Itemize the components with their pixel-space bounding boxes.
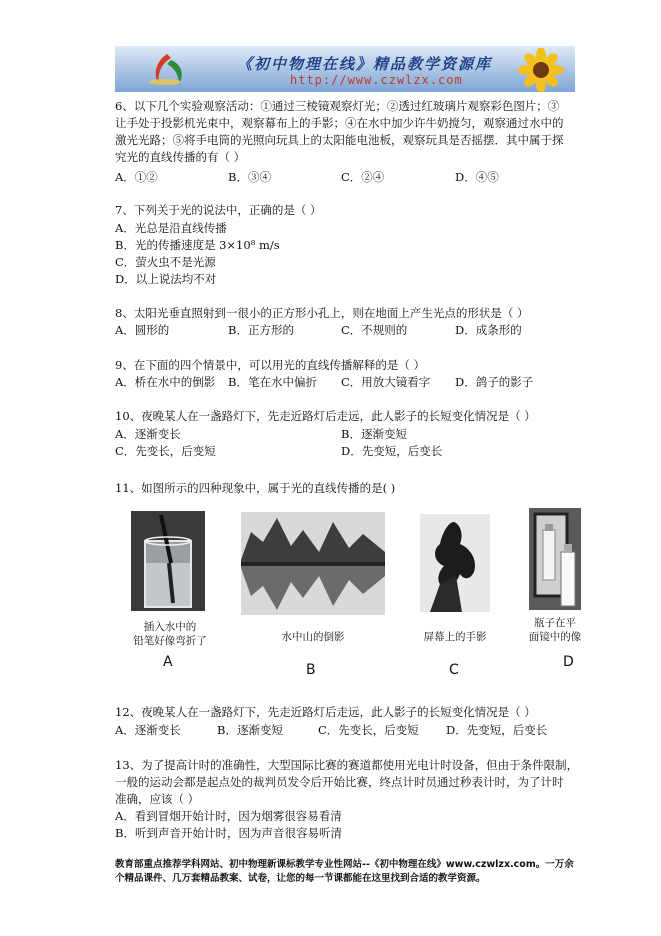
image-b-letter: B bbox=[306, 662, 316, 678]
q11-stem: 11、如图所示的四种现象中，属于光的直线传播的是( ) bbox=[115, 481, 396, 495]
q9-stem: 9、在下面的四个情景中，可以用光的直线传播解释的是（ ） bbox=[115, 358, 425, 372]
q6-option-c: C．②④ bbox=[341, 170, 385, 184]
q13-option-b: B．听到声音开始计时，因为声音很容易听清 bbox=[115, 826, 342, 840]
q13-option-a: A．看到冒烟开始计时，因为烟雾很容易看清 bbox=[115, 809, 342, 823]
q6-option-d: D．④⑤ bbox=[455, 170, 499, 184]
hand-shadow-image bbox=[420, 514, 490, 612]
footer-line-1: 教育部重点推荐学科网站、初中物理新课标教学专业性网站--《初中物理在线》www.czwlzx.com。一万余 bbox=[115, 859, 574, 870]
image-b-caption-1: 水中山的倒影 bbox=[281, 631, 345, 643]
q6-line-3: 激光光路；⑤将手电筒的光照向玩具上的太阳能电池板，观察玩具是否摇摆．其中属于探 bbox=[115, 133, 564, 147]
q6-line-4: 究光的直线传播的有（ ） bbox=[115, 150, 246, 164]
q13-line-3: 准确，应该（ ） bbox=[115, 792, 200, 806]
q7-stem: 7、下列关于光的说法中，正确的是（ ） bbox=[115, 203, 322, 217]
q10-option-c: C．先变长，后变短 bbox=[115, 444, 216, 458]
q6-line-2: 让手处于投影机光束中，观察幕布上的手影；④在水中加少许牛奶搅匀，观察通过水中的 bbox=[115, 116, 564, 130]
q12-option-c: C．先变长，后变短 bbox=[318, 723, 419, 737]
q9-option-b: B．笔在水中偏折 bbox=[228, 375, 317, 389]
q9-option-d: D．鸽子的影子 bbox=[455, 375, 534, 389]
q8-stem: 8、太阳光垂直照射到一很小的正方形小孔上，则在地面上产生光点的形状是（ ） bbox=[115, 306, 529, 320]
bottle-mirror-image bbox=[529, 508, 581, 610]
image-a-letter: A bbox=[163, 654, 173, 670]
q7-option-b: B．光的传播速度是 3×10⁸ m/s bbox=[115, 238, 280, 252]
q13-line-2: 一般的运动会都是起点处的裁判员发令后开始比赛，终点计时员通过秒表计时，为了计时 bbox=[115, 775, 564, 789]
banner-url[interactable]: http://www.czwlzx.com bbox=[290, 73, 463, 87]
pencil-in-water-image bbox=[131, 511, 205, 611]
image-a-caption-2: 铅笔好像弯折了 bbox=[133, 635, 207, 647]
q12-stem: 12、夜晚某人在一盏路灯下，先走近路灯后走远，此人影子的长短变化情况是（ ） bbox=[115, 705, 536, 719]
q7-option-d: D．以上说法均不对 bbox=[115, 272, 217, 286]
mountain-reflection-image bbox=[241, 512, 385, 615]
q6-option-b: B．③④ bbox=[228, 170, 271, 184]
q10-stem: 10、夜晚某人在一盏路灯下，先走近路灯后走远，此人影子的长短变化情况是（ ） bbox=[115, 409, 536, 423]
q7-option-c: C．萤火虫不是光源 bbox=[115, 255, 216, 269]
image-d-caption-2: 面镜中的像 bbox=[528, 631, 582, 643]
q13-line-1: 13、为了提高计时的准确性，大型国际比赛的赛道都使用光电计时设备，但由于条件限制， bbox=[115, 758, 579, 772]
image-d-letter: D bbox=[563, 654, 574, 670]
q10-option-b: B．逐渐变短 bbox=[341, 427, 407, 441]
q12-option-a: A．逐渐变长 bbox=[115, 723, 181, 737]
image-d-caption-1: 瓶子在平 bbox=[534, 617, 576, 629]
q8-option-b: B．正方形的 bbox=[228, 323, 294, 337]
q10-option-d: D．先变短，后变长 bbox=[341, 444, 443, 458]
q9-option-a: A．桥在水中的倒影 bbox=[115, 375, 216, 389]
banner-title: 《初中物理在线》精品教学资源库 bbox=[237, 55, 493, 73]
footer-line-2: 个精品课件、几万套精品教案、试卷，让您的每一节课都能在这里找到合适的教学资源。 bbox=[115, 873, 486, 884]
q8-option-a: A．圆形的 bbox=[115, 323, 170, 337]
image-a-caption-1: 插入水中的 bbox=[143, 621, 197, 633]
q9-option-c: C．用放大镜看字 bbox=[341, 375, 431, 389]
q12-option-b: B．逐渐变短 bbox=[217, 723, 283, 737]
q6-option-a: A．①② bbox=[115, 170, 158, 184]
q10-option-a: A．逐渐变长 bbox=[115, 427, 181, 441]
q6-line-1: 6、以下几个实验观察活动：①通过三棱镜观察灯光；②透过红玻璃片观察彩色图片；③ bbox=[115, 99, 560, 113]
logo-icon bbox=[145, 52, 189, 86]
q8-option-c: C．不规则的 bbox=[341, 323, 408, 337]
sunflower-icon bbox=[511, 48, 571, 92]
image-c-caption-1: 屏幕上的手影 bbox=[423, 631, 487, 643]
header-banner bbox=[115, 46, 575, 92]
q8-option-d: D．成条形的 bbox=[455, 323, 522, 337]
q7-option-a: A．光总是沿直线传播 bbox=[115, 221, 227, 235]
image-c-letter: C bbox=[449, 662, 459, 678]
q12-option-d: D．先变短，后变长 bbox=[446, 723, 548, 737]
